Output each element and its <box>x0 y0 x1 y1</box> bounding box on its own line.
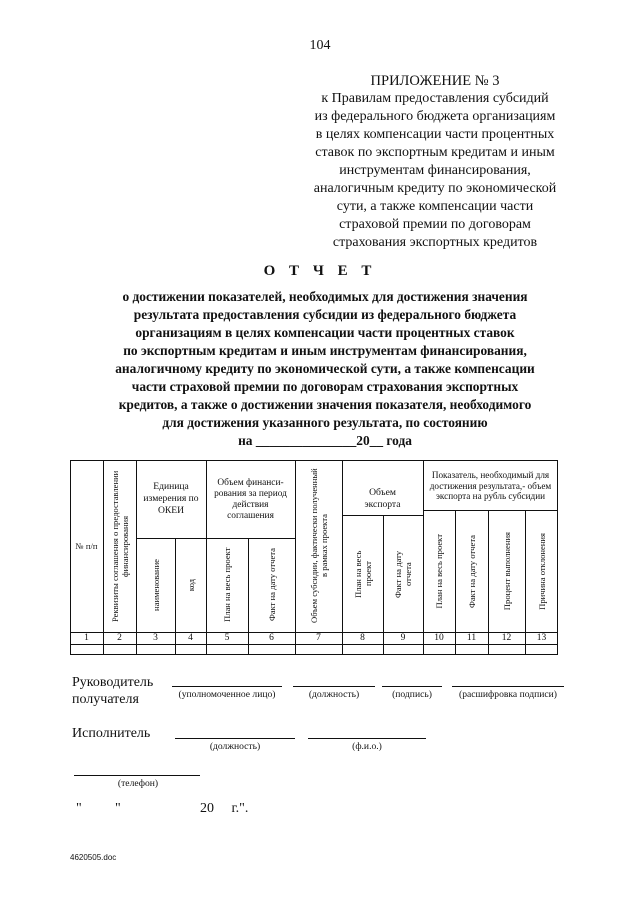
col-index: 13 <box>536 633 547 643</box>
col-index: 4 <box>188 633 193 643</box>
annex-line: к Правилам предоставления субсидий <box>321 91 549 106</box>
annex-line: ставок по экспортным кредитам и иным <box>315 145 555 160</box>
col-index: 9 <box>400 633 406 643</box>
group-export: Объем экспорта <box>364 487 401 510</box>
col-unit-name <box>136 538 175 632</box>
signature-line <box>382 686 442 687</box>
group-indicator: Показатель, необходимый для достижения результата,- объем экспорта на рубль субсидии <box>429 470 552 502</box>
caption-authorized: (уполномоченное лицо) <box>178 689 276 700</box>
col-ind-percent-label: Процент выполнения <box>501 531 512 611</box>
col-index: 12 <box>501 633 512 643</box>
annex-line: страховой премии по договорам <box>339 217 531 232</box>
col-index: 7 <box>316 633 321 643</box>
col-exp-fact <box>383 515 423 632</box>
footer-filename: 4620505.doc <box>70 853 117 862</box>
caption-decode: (расшифровка подписи) <box>459 689 557 700</box>
col-index: 1 <box>84 633 89 643</box>
col-fin-fact-label: Факт на дату отчета <box>266 548 277 622</box>
col-fin-plan <box>206 538 248 632</box>
annex-line: аналогичным кредиту по экономической <box>313 181 557 196</box>
annex-line: сути, а также компенсации части <box>336 199 534 214</box>
annex-title: ПРИЛОЖЕНИЕ № 3 <box>370 73 500 89</box>
subtitle-line: организациям в целях компенсации части процентных ставок <box>135 325 515 340</box>
exec-name-line <box>308 738 426 739</box>
report-title: О Т Ч Е Т <box>263 263 377 279</box>
col-index: 8 <box>360 633 365 643</box>
report-table <box>70 460 558 655</box>
col-requisites-label: Реквизиты соглашения о предоставлении финансирования <box>109 470 130 622</box>
col-ind-plan <box>423 510 455 632</box>
col-exp-plan-label: План на весь проект <box>352 549 373 598</box>
position-line <box>293 686 375 687</box>
col-requisites <box>103 460 136 632</box>
annex-line: страхования экспортных кредитов <box>332 235 538 250</box>
caption-position: (должность) <box>308 689 360 700</box>
col-index: 5 <box>224 633 230 643</box>
head-label-1: Руководитель <box>72 675 154 690</box>
subtitle-line: для достижения указанного результата, по состоянию <box>162 415 488 430</box>
authorized-line <box>172 686 282 687</box>
date-year: 20 г.". <box>200 801 249 816</box>
subtitle-line: аналогичному кредиту по экономической сути, а также компенсации <box>115 361 535 376</box>
executor-label: Исполнитель <box>72 726 151 741</box>
date-quote-open: " <box>76 801 82 816</box>
col-ind-percent <box>488 510 525 632</box>
col-ind-reason-label: Причина отклонения <box>536 532 547 610</box>
subtitle-line: кредитов, а также о достижении значения показателя, необходимого <box>118 397 532 412</box>
report-subtitle <box>60 288 590 450</box>
caption-exec-position: (должность) <box>209 741 261 752</box>
report-date-line: на _______________20__ года <box>238 433 412 448</box>
col-number: № п/п <box>75 541 98 551</box>
decode-line <box>452 686 564 687</box>
annex-line: инструментам финансирования, <box>339 163 531 178</box>
annex-block <box>290 72 580 252</box>
col-ind-fact <box>455 510 488 632</box>
date-quote-close: " <box>115 801 121 816</box>
phone-line <box>74 775 200 776</box>
page-number: 104 <box>309 38 331 53</box>
group-financing: Объем финанси-рования за период действия соглашения <box>214 478 287 521</box>
col-subsidy-label: Объем субсидии, фактически полученный в рамках проекта <box>308 468 329 624</box>
group-unit: Единица измерения по ОКЕИ <box>143 481 199 516</box>
col-index: 2 <box>117 633 122 643</box>
exec-position-line <box>175 738 295 739</box>
col-index: 10 <box>434 633 444 643</box>
annex-line: из федерального бюджета организациям <box>314 109 556 124</box>
col-subsidy <box>295 460 342 632</box>
subtitle-line: по экспортным кредитам и иным инструментам финансирования, <box>123 343 527 358</box>
col-unit-code-label: код <box>185 578 196 592</box>
head-label-2: получателя <box>72 692 139 707</box>
subtitle-line: результата предоставления субсидии из федерального бюджета <box>133 307 517 322</box>
col-unit-code <box>175 538 206 632</box>
col-exp-fact-label: Факт на дату отчета <box>393 549 413 598</box>
col-unit-name-label: наименование <box>150 559 161 611</box>
col-index: 11 <box>466 633 477 643</box>
col-index: 3 <box>153 633 158 643</box>
caption-exec-name: (ф.и.о.) <box>352 741 382 752</box>
subtitle-line: о достижении показателей, необходимых для достижения значения <box>122 289 528 304</box>
col-index: 6 <box>269 633 274 643</box>
caption-phone: (телефон) <box>117 778 159 789</box>
col-ind-reason <box>525 510 558 632</box>
subtitle-line: части страховой премии по договорам страхования экспортных <box>131 379 519 394</box>
col-ind-plan-label: План на весь проект <box>434 533 444 609</box>
annex-line: в целях компенсации части процентных <box>315 127 555 142</box>
col-fin-plan-label: План на весь проект <box>222 547 232 623</box>
col-fin-fact <box>248 538 295 632</box>
caption-signature: (подпись) <box>392 689 432 700</box>
col-exp-plan <box>342 515 383 632</box>
col-ind-fact-label: Факт на дату отчета <box>466 534 477 608</box>
